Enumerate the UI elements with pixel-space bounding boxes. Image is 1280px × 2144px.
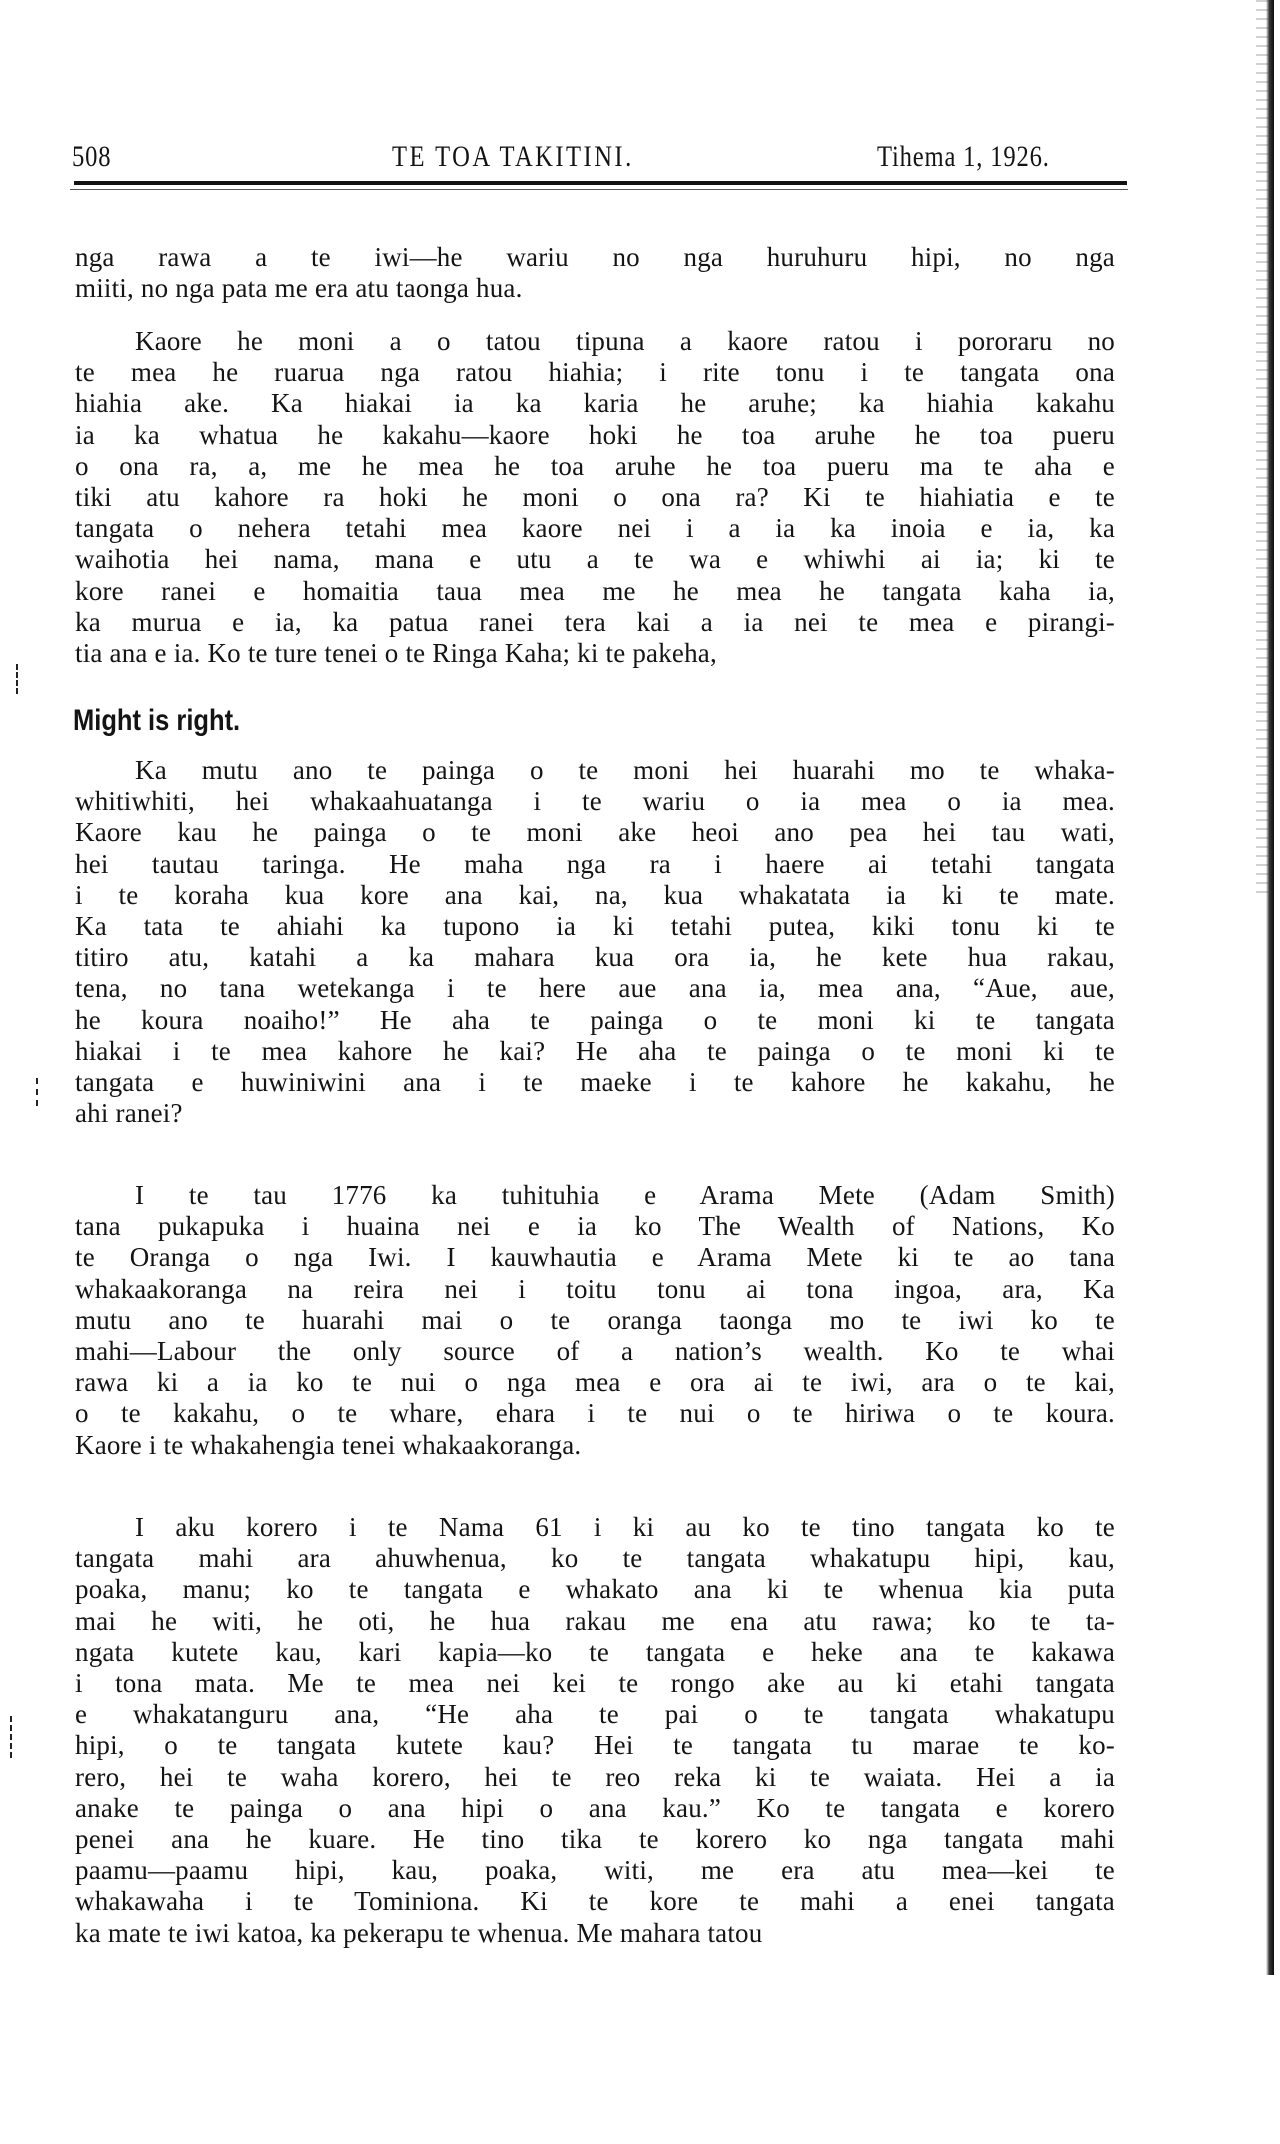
text-line: tangata mahi ara ahuwhenua, ko te tangata whakatupu hipi, kau, — [75, 1543, 1115, 1574]
text-line: Ka tata te ahiahi ka tupono ia ki tetahi putea, kiki tonu ki te — [75, 911, 1115, 941]
text-line: o te kakahu, o te whare, ehara i te nui o te hiriwa o te koura. — [75, 1398, 1115, 1429]
text-line: ngata kutete kau, kari kapia—ko te tangata e heke ana te kakawa — [75, 1636, 1115, 1667]
text-line: ka murua e ia, ka patua ranei tera kai a ia nei te mea e pirangi- — [75, 606, 1115, 637]
text-line: kore ranei e homaitia taua mea me he mea he tangata kaha ia, — [75, 575, 1115, 606]
text-line: hiahia ake. Ka hiakai ia ka karia he aruhe; ka hiahia kakahu — [75, 388, 1115, 419]
text-line: Kaore i te whakahengia tenei whakaakoranga. — [75, 1429, 582, 1460]
text-line: I te tau 1776 ka tuhituhia e Arama Mete (Adam Smith) — [135, 1180, 1115, 1210]
header-rule-thin — [70, 189, 1128, 190]
section-heading: Might is right. — [73, 704, 241, 737]
text-line: poaka, manu; ko te tangata e whakato ana ki te whenua kia puta — [75, 1574, 1115, 1605]
text-line: miiti, no nga pata me era atu taonga hua. — [75, 273, 523, 304]
header-rule — [74, 181, 1127, 185]
text-line: i tona mata. Me te mea nei kei te rongo ake au ki etahi tangata — [75, 1668, 1115, 1698]
text-line: mai he witi, he oti, he hua rakau me ena atu rawa; ko te ta- — [75, 1605, 1115, 1636]
text-line: te mea he ruarua nga ratou hiahia; i rite tonu i te tangata ona — [75, 357, 1115, 388]
text-line: whakawaha i te Tominiona. Ki te kore te mahi a enei tangata — [75, 1886, 1115, 1917]
text-line: e whakatanguru ana, “He aha te pai o te tangata whakatupu — [75, 1699, 1115, 1730]
margin-mark — [16, 664, 20, 694]
text-line: mahi—Labour the only source of a nation’s wealth. Ko te whai — [75, 1336, 1115, 1366]
text-line: rawa ki a ia ko te nui o nga mea e ora ai te iwi, ara o te kai, — [75, 1367, 1115, 1398]
text-line: I aku korero i te Nama 61 i ki au ko te tino tangata ko te — [135, 1512, 1115, 1542]
text-line: hipi, o te tangata kutete kau? Hei te tangata tu marae te ko- — [75, 1730, 1115, 1761]
text-line: nga rawa a te iwi—he wariu no nga huruhuru hipi, no nga — [75, 242, 1115, 272]
text-line: whitiwhiti, hei whakaahuatanga i te wariu o ia mea o ia mea. — [75, 786, 1115, 817]
text-line: Kaore he moni a o tatou tipuna a kaore ratou i pororaru no — [135, 326, 1115, 356]
text-line: anake te painga o ana hipi o ana kau.” Ko te tangata e korero — [75, 1792, 1115, 1823]
text-line: tiki atu kahore ra hoki he moni o ona ra? Ki te hiahiatia e te — [75, 482, 1115, 512]
page-number: 508 — [72, 140, 112, 173]
text-line: titiro atu, katahi a ka mahara kua ora ia, he kete hua rakau, — [75, 942, 1115, 973]
margin-mark — [36, 1078, 40, 1106]
text-line: tangata e huwiniwini ana i te maeke i te kahore he kakahu, he — [75, 1067, 1115, 1097]
issue-date: Tihema 1, 1926. — [877, 140, 1050, 173]
text-line: tangata o nehera tetahi mea kaore nei i a ia ka inoia e ia, ka — [75, 513, 1115, 544]
scan-speckle — [1256, 0, 1268, 900]
text-line: ahi ranei? — [75, 1098, 183, 1129]
text-line: tana pukapuka i huaina nei e ia ko The Wealth of Nations, Ko — [75, 1211, 1115, 1242]
text-line: tia ana e ia. Ko te ture tenei o te Ringa Kaha; ki te pakeha, — [75, 638, 717, 668]
text-line: Ka mutu ano te painga o te moni hei huarahi mo te whaka- — [135, 755, 1115, 785]
text-line: hiakai i te mea kahore he kai? He aha te painga o te moni ki te — [75, 1035, 1115, 1066]
text-line: hei tautau taringa. He maha nga ra i haere ai tetahi tangata — [75, 848, 1115, 879]
text-line: rero, hei te waha korero, hei te reo reka ki te waiata. Hei a ia — [75, 1761, 1115, 1792]
text-line: tena, no tana wetekanga i te here aue ana ia, mea ana, “Aue, aue, — [75, 973, 1115, 1004]
text-line: waihotia hei nama, mana e utu a te wa e whiwhi ai ia; ki te — [75, 544, 1115, 575]
page-header — [72, 140, 1127, 174]
margin-mark — [10, 1716, 14, 1758]
text-line: i te koraha kua kore ana kai, na, kua whakatata ia ki te mate. — [75, 879, 1115, 910]
text-line: ia ka whatua he kakahu—kaore hoki he toa aruhe he toa pueru — [75, 419, 1115, 450]
text-line: mutu ano te huarahi mai o te oranga taonga mo te iwi ko te — [75, 1304, 1115, 1335]
publication-title: TE TOA TAKITINI. — [392, 140, 634, 173]
text-line: he koura noaiho!” He aha te painga o te moni ki te tangata — [75, 1004, 1115, 1035]
text-line: o ona ra, a, me he mea he toa aruhe he toa pueru ma te aha e — [75, 450, 1115, 481]
text-line: penei ana he kuare. He tino tika te korero ko nga tangata mahi — [75, 1824, 1115, 1854]
text-line: paamu—paamu hipi, kau, poaka, witi, me era atu mea—kei te — [75, 1855, 1115, 1886]
text-line: whakaakoranga na reira nei i toitu tonu ai tona ingoa, ara, Ka — [75, 1273, 1115, 1304]
text-line: ka mate te iwi katoa, ka pekerapu te whenua. Me mahara tatou — [75, 1917, 763, 1948]
text-line: te Oranga o nga Iwi. I kauwhautia e Arama Mete ki te ao tana — [75, 1242, 1115, 1273]
text-line: Kaore kau he painga o te moni ake heoi ano pea hei tau wati, — [75, 817, 1115, 848]
